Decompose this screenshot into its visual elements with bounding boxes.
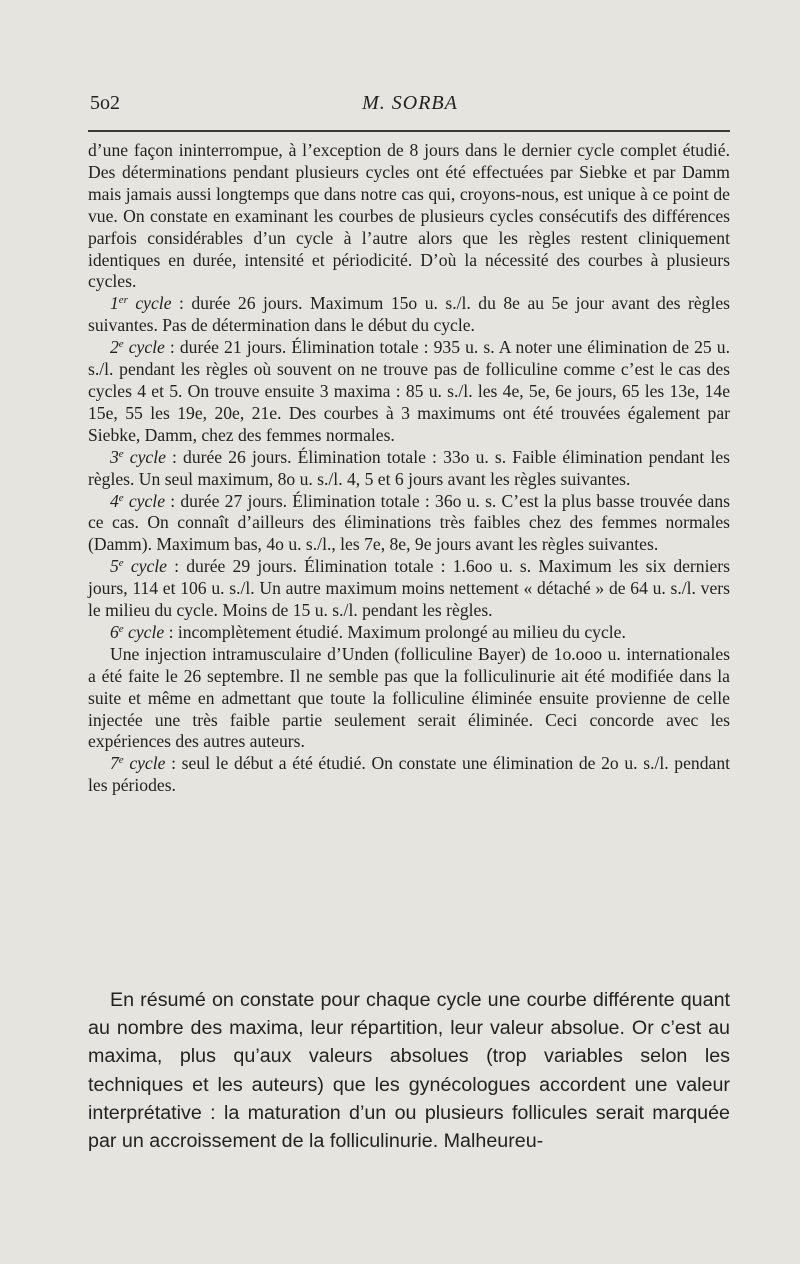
running-header	[90, 92, 730, 120]
cycle-label: 3e cycle	[110, 446, 166, 467]
page-number: 5o2	[90, 92, 120, 114]
cycle-paragraph-6: 6e cycle : incomplètement étudié. Maximum prolongé au milieu du cycle.	[110, 621, 626, 642]
body-text	[88, 140, 730, 797]
injection-paragraph: Une injection intramusculaire d’Unden (folliculine Bayer) de 1o.ooo u. internationales a été faite le 26 septembre. Il ne semble pas que la folliculinurie ait été modifiée dans la suite et même en admettant que toute la folliculine éliminée ensuite provienne de celle injectée une très faible partie seulement serait éliminée. Ceci concorde avec les expériences des autres auteurs.	[88, 643, 730, 752]
cycle-label: 2e cycle	[110, 337, 165, 358]
cycle-label: 6e cycle	[110, 621, 165, 642]
cycle-paragraph-1: 1er cycle : durée 26 jours. Maximum 15o u. s./l. du 8e au 5e jour avant des règles suivantes. Pas de détermination dans le début du cycle.	[88, 293, 730, 336]
cycle-label: 1er cycle	[110, 293, 172, 314]
cycle-label: 7e cycle	[110, 753, 166, 774]
summary-text	[88, 986, 730, 1155]
cycle-paragraph-4: 4e cycle : durée 27 jours. Élimination totale : 36o u. s. C’est la plus basse trouvée dans ce cas. On connaît d’ailleurs des éliminations très faibles chez des femmes normales (Damm). Maximum bas, 4o u. s./l., les 7e, 8e, 9e jours avant les règles suivantes.	[88, 490, 730, 555]
header-rule	[88, 130, 730, 132]
running-author: M. SORBA	[362, 92, 458, 114]
cycle-paragraph-2: 2e cycle : durée 21 jours. Élimination totale : 935 u. s. A noter une élimination de 25 u. s./l. pendant les règles où souvent on ne trouve pas de folliculine comme c’est le cas des cycles 4 et 5. On trouve ensuite 3 maxima : 85 u. s./l. les 4e, 5e, 6e jours, 65 les 13e, 14e 15e, 55 les 19e, 20e, 21e. Des courbes à 3 maximums ont été trouvées également par Siebke, Damm, chez des femmes normales.	[88, 337, 730, 445]
cycle-label: 4e cycle	[110, 490, 165, 511]
cycle-paragraph-7: 7e cycle : seul le début a été étudié. On constate une élimination de 2o u. s./l. pendant les périodes.	[88, 753, 730, 796]
cycle-paragraph-3: 3e cycle : durée 26 jours. Élimination totale : 33o u. s. Faible élimination pendant les règles. Un seul maximum, 8o u. s./l. 4, 5 et 6 jours avant les règles suivantes.	[88, 446, 730, 489]
intro-paragraph: d’une façon ininterrompue, à l’exception de 8 jours dans le dernier cycle complet étudié. Des déterminations pendant plusieurs cycles ont été effectuées par Siebke et par Damm mais jamais aussi longtemps que dans notre cas qui, croyons-nous, est unique à ce point de vue. On constate en examinant les courbes de plusieurs cycles consécutifs des différences parfois considérables d’un cycle à l’autre alors que les règles restent cliniquement identiques en durée, intensité et périodicité. D’où la nécessité des courbes à plusieurs cycles.	[88, 140, 730, 292]
cycle-label: 5e cycle	[110, 556, 167, 577]
summary-paragraph: En résumé on constate pour chaque cycle une courbe différente quant au nombre des maxima, leur répartition, leur valeur absolue. Or c’est au maxima, plus qu’aux valeurs absolues (trop variables selon les techniques et les auteurs) que les gynécologues accordent une valeur interprétative : la maturation d’un ou plusieurs follicules serait marquée par un accroissement de la folliculinurie. Malheureu-	[88, 989, 730, 1153]
cycle-paragraph-5: 5e cycle : durée 29 jours. Élimination totale : 1.6oo u. s. Maximum les six derniers jours, 114 et 106 u. s./l. Un autre maximum moins nettement « détaché » de 64 u. s./l. vers le milieu du cycle. Moins de 15 u. s./l. pendant les règles.	[88, 556, 730, 621]
